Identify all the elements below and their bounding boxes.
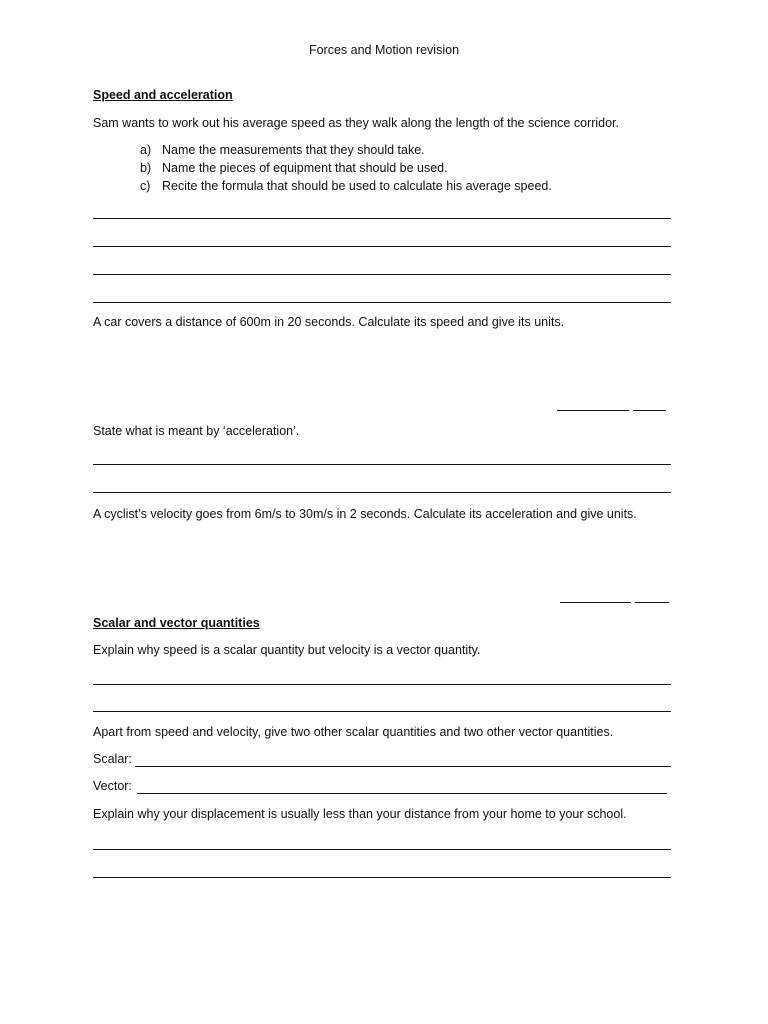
question-2-text: A car covers a distance of 600m in 20 seconds. Calculate its speed and give its units. (93, 315, 565, 329)
vector-label: Vector: (93, 779, 132, 793)
question-3-text: State what is meant by ‘acceleration’. (93, 424, 300, 438)
question-1-item-a (140, 143, 425, 157)
question-1-text: Sam wants to work out his average speed as they walk along the length of the science corridor. (93, 116, 619, 130)
answer-value-line[interactable] (557, 410, 629, 411)
answer-unit-line[interactable] (635, 602, 669, 603)
list-marker: a) (140, 143, 152, 157)
question-7-text: Explain why your displacement is usually less than your distance from your home to your school. (93, 807, 627, 821)
answer-line[interactable] (93, 849, 671, 850)
question-1-item-c (140, 179, 552, 193)
list-item-text: Name the measurements that they should take. (162, 143, 425, 157)
scalar-label: Scalar: (93, 752, 132, 766)
scalar-answer-line[interactable] (135, 766, 671, 767)
answer-line[interactable] (93, 684, 671, 685)
list-marker: c) (140, 179, 151, 193)
answer-line[interactable] (93, 492, 671, 493)
question-1-item-b (140, 161, 448, 175)
vector-answer-line[interactable] (137, 793, 667, 794)
answer-line[interactable] (93, 464, 671, 465)
list-item-text: Name the pieces of equipment that should be used. (162, 161, 448, 175)
scalar-row (93, 752, 132, 766)
question-6-text: Apart from speed and velocity, give two other scalar quantities and two other vector quantities. (93, 725, 614, 739)
section-heading-scalar-vector: Scalar and vector quantities (93, 616, 260, 630)
answer-line[interactable] (93, 302, 671, 303)
answer-line[interactable] (93, 877, 671, 878)
answer-unit-line[interactable] (633, 410, 666, 411)
page-title: Forces and Motion revision (308, 43, 460, 57)
question-5-text: Explain why speed is a scalar quantity but velocity is a vector quantity. (93, 643, 481, 657)
vector-row (93, 779, 132, 793)
section-heading-speed: Speed and acceleration (93, 88, 233, 102)
question-4-text: A cyclist’s velocity goes from 6m/s to 30m/s in 2 seconds. Calculate its acceleration and give units. (93, 507, 637, 521)
answer-value-line[interactable] (560, 602, 631, 603)
answer-line[interactable] (93, 218, 671, 219)
list-item-text: Recite the formula that should be used to calculate his average speed. (162, 179, 552, 193)
answer-line[interactable] (93, 274, 671, 275)
answer-line[interactable] (93, 711, 671, 712)
answer-line[interactable] (93, 246, 671, 247)
list-marker: b) (140, 161, 152, 175)
